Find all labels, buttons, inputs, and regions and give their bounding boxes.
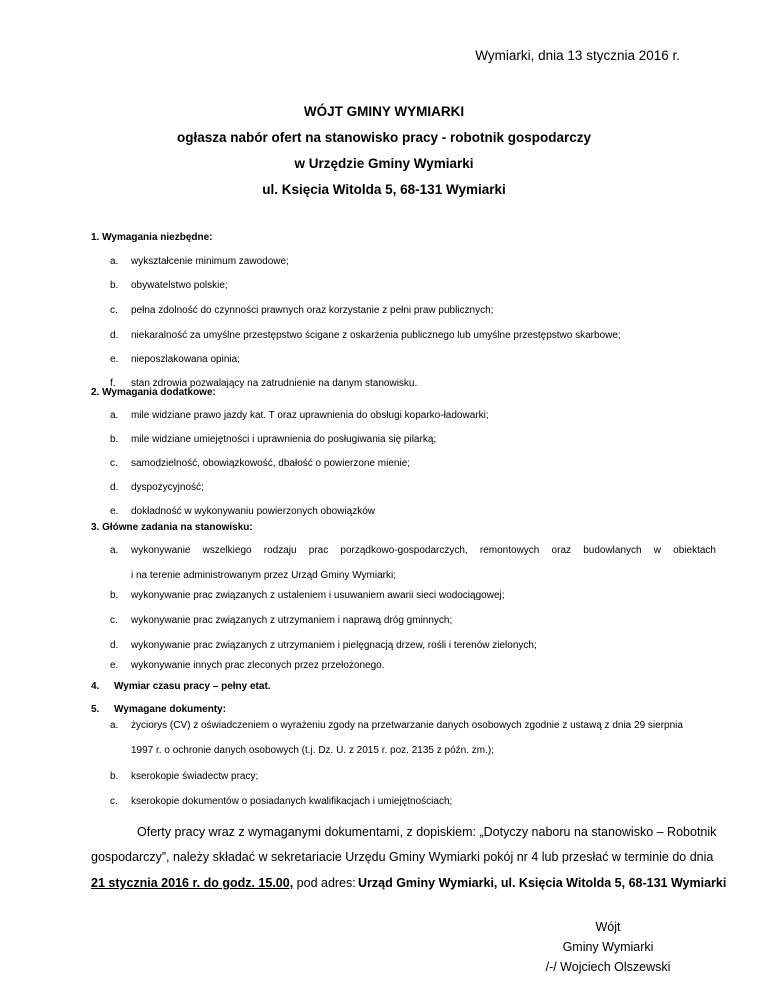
list-item-letter: a. xyxy=(110,256,119,267)
list-item-letter: c. xyxy=(110,615,118,626)
list-item: wykonywanie prac związanych z utrzymaniem i naprawą dróg gminnych; xyxy=(131,615,453,626)
list-item: kserokopie dokumentów o posiadanych kwalifikacjach i umiejętnościach; xyxy=(131,796,453,807)
title-announcement: ogłasza nabór ofert na stanowisko pracy - robotnik gospodarczy xyxy=(176,130,592,145)
list-item: pełna zdolność do czynności prawnych oraz korzystanie z pełni praw publicznych; xyxy=(131,305,494,316)
list-item-letter: c. xyxy=(110,458,118,469)
signature-name: /-/ Wojciech Olszewski xyxy=(545,960,671,974)
list-item: obywatelstwo polskie; xyxy=(131,280,228,291)
list-item-letter: d. xyxy=(110,640,119,651)
list-item-letter: d. xyxy=(110,330,119,341)
list-item: wykształcenie minimum zawodowe; xyxy=(131,256,289,267)
list-item-letter: b. xyxy=(110,590,119,601)
list-item-letter: b. xyxy=(110,771,119,782)
list-item-letter: f. xyxy=(110,378,116,389)
list-item-letter: e. xyxy=(110,506,119,517)
closing-line3 xyxy=(91,876,356,890)
list-item: niekaralność za umyślne przestępstwo ścigane z oskarżenia publicznego lub umyślne przestępstwo skarbowe; xyxy=(131,330,621,341)
list-item-letter: a. xyxy=(110,720,119,731)
list-item-letter: a. xyxy=(110,410,119,421)
section5-heading: Wymagane dokumenty: xyxy=(114,704,227,715)
section2-heading: 2. Wymagania dodatkowe: xyxy=(91,387,216,398)
closing-line2: gospodarczy”, należy składać w sekretariacie Urzędu Gminy Wymiarki pokój nr 4 lub przesłać w terminie do dnia xyxy=(91,850,714,864)
list-item: wykonywanie prac związanych z utrzymaniem i pielęgnacją drzew, rośli i terenów zielonych; xyxy=(131,640,537,651)
list-item: nieposzlakowana opinia; xyxy=(131,354,240,365)
signature-office: Gminy Wymiarki xyxy=(562,940,654,954)
list-item-letter: c. xyxy=(110,305,118,316)
list-item: wykonywanie wszelkiego rodzaju prac porządkowo-gospodarczych, remontowych oraz budowlanych w obiektach xyxy=(131,545,716,556)
list-item: kserokopie świadectw pracy; xyxy=(131,771,259,782)
list-item: życiorys (CV) z oświadczeniem o wyrażeniu zgody na przetwarzanie danych osobowych zgodnie z ustawą z dnia 29 sierpnia xyxy=(131,720,683,731)
list-item: wykonywanie innych prac zleconych przez przełożonego. xyxy=(131,660,385,671)
list-item: wykonywanie prac związanych z ustaleniem i usuwaniem awarii sieci wodociągowej; xyxy=(131,590,505,601)
deadline: 21 stycznia 2016 r. do godz. 15.00, xyxy=(91,876,294,890)
list-item-letter: e. xyxy=(110,660,119,671)
list-item: samodzielność, obowiązkowość, dbałość o powierzone mienie; xyxy=(131,458,411,469)
office-address: Urząd Gminy Wymiarki, ul. Księcia Witolda 5, 68-131 Wymiarki xyxy=(358,876,727,890)
list-item-continuation: 1997 r. o ochronie danych osobowych (t.j. Dz. U. z 2015 r. poz. 2135 z późn. zm.); xyxy=(131,745,494,756)
list-item: mile widziane umiejętności i uprawnienia do posługiwania się pilarką; xyxy=(131,434,437,445)
list-item-letter: d. xyxy=(110,482,119,493)
closing-line1: Oferty pracy wraz z wymaganymi dokumentami, z dopiskiem: „Dotyczy naboru na stanowisko – Robotnik xyxy=(137,825,717,839)
list-item-letter: a. xyxy=(110,545,119,556)
list-item-letter: c. xyxy=(110,796,118,807)
document-date: Wymiarki, dnia 13 stycznia 2016 r. xyxy=(475,48,680,63)
list-item: stan zdrowia pozwalający na zatrudnienie na danym stanowisku. xyxy=(131,378,418,389)
section4-text: Wymiar czasu pracy – pełny etat. xyxy=(114,681,271,692)
list-item: dokładność w wykonywaniu powierzonych obowiązków xyxy=(131,506,376,517)
signature-title: Wójt xyxy=(595,920,621,934)
list-item: dyspozycyjność; xyxy=(131,482,204,493)
section3-heading: 3. Główne zadania na stanowisku: xyxy=(91,522,253,533)
section4-number: 4. xyxy=(91,681,100,692)
list-item-letter: b. xyxy=(110,280,119,291)
title-address: ul. Księcia Witolda 5, 68-131 Wymiarki xyxy=(262,182,506,197)
title-office: w Urzędzie Gminy Wymiarki xyxy=(294,156,474,171)
section5-number: 5. xyxy=(91,704,100,715)
title-authority: WÓJT GMINY WYMIARKI xyxy=(303,104,465,119)
list-item: mile widziane prawo jazdy kat. T oraz uprawnienia do obsługi koparko-ładowarki; xyxy=(131,410,489,421)
list-item-letter: b. xyxy=(110,434,119,445)
list-item-continuation: i na terenie administrowanym przez Urząd Gminy Wymiarki; xyxy=(131,570,396,581)
section1-heading: 1. Wymagania niezbędne: xyxy=(91,232,213,243)
address-intro: pod adres: xyxy=(293,876,356,890)
list-item-letter: e. xyxy=(110,354,119,365)
